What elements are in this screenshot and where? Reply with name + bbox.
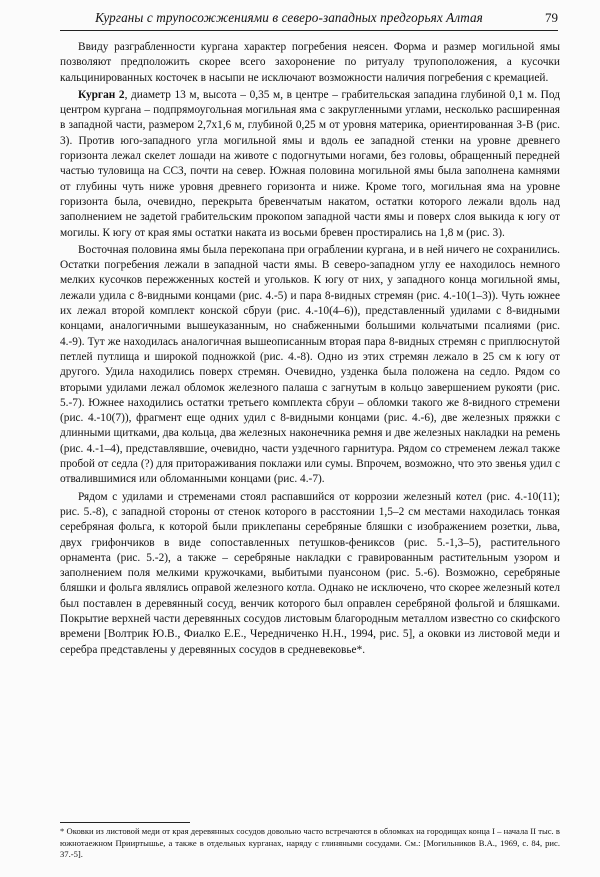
running-title: Курганы с трупосожжениями в северо-западных предгорьях Алтая	[95, 10, 483, 25]
page-number: 79	[545, 10, 558, 25]
kurgan-2-label: Курган 2	[78, 88, 125, 101]
footnote: * Оковки из листовой меди от края деревянных сосудов довольно часто встречаются в обломках на городищах конца I – начала II тыс. в южнотаежном Прииртышье, а также в отдельных курганах, наряду с глиняными сосудами. См.: [Могильников В.А., 1969, с. 84, рис. 37.-5].	[60, 826, 560, 860]
paragraph-2-text: , диаметр 13 м, высота – 0,35 м, в центре – грабительская западина глубиной 0,1 м. Под центром кургана – подпрямоугольная могильная яма с закругленными углами, несколько расширенная в западной части, размером 2,7х1,6 м, глубиной 0,25 м от уровня материка, ориентированная З-В (рис. 3). Против юго-западного угла могильной ямы и вдоль ее западной стенки на уровне древнего горизонта лежал скелет лошади на животе с подогнутыми ногами, без головы, обращенный передней частью туловища на ССЗ, почти на север. Южная половина могильной ямы была заполнена камнями от глубины чуть ниже уровня древнего горизонта и ниже. Кроме того, могильная яма на уровне горизонта была, очевидно, перекрыта бревенчатым накатом, остатки которого лежали вдоль над заполнением не задетой грабительским прокопом западной части ямы и поверх слоя выкида к югу от могилы. К югу от края ямы остатки наката из восьми бревен простирались на 1,8 м (рис. 3).	[60, 88, 560, 239]
paragraph-4: Рядом с удилами и стременами стоял распавшийся от коррозии железный котел (рис. 4.-10(11); рис. 5.-8), с западной стороны от стенок которого в расстоянии 1,5–2 см местами находилась тонкая серебряная фольга, к которой были приклепаны серебряные бляшки с изображением розетки, льва, двух грифончиков в виде сопоставленных петушков-фениксов (рис. 5.-1,3–5), растительного орнамента (рис. 5.-2), а также – серебряные накладки с гравированным растительным узором и заполнением поля мелкими кружочками, выбитыми пуансоном (рис. 5.-6). Возможно, серебряные бляшки и фольга являлись оправой железного котла. Однако не исключено, что скорее железный котел был поставлен в деревянный сосуд, венчик которого был оправлен серебряной фольгой и бляшками. Покрытие верхней части деревянных сосудов листовым благородным металлом известно со скифского времени [Волтрик Ю.В., Фиалко Е.Е., Чередниченко Н.Н., 1994, рис. 5], а оковки из листовой меди и серебра представлены у деревянных сосудов в средневековье*.	[60, 490, 560, 656]
paragraph-3: Восточная половина ямы была перекопана при ограблении кургана, и в ней ничего не сохранились. Остатки погребения лежали в западной части ямы. В северо-западном углу ее находилось немного мелких кусочков пережженных костей и угольков. К югу от них, у западного конца могильной ямы, лежали удила с 8-видными концами (рис. 4.-5) и пара 8-видных стремян (рис. 4.-10(1–3)). Чуть южнее их лежал второй комплект конской сбруи (рис. 4.-10(4–6)), представленный удилами с 8-видными концами, аналогичными вышеуказанным, но снабженными большими кольчатыми псалиями (рис. 4.-9). Тут же находилась аналогичная вышеописанным вторая пара 8-видных стремян с приплюснутой петлей путлища и широкой подножкой (рис. 4.-8). Одно из этих стремян лежало в 25 см к югу от другого. Удила находились поверх стремян. Очевидно, узденка была положена на седло. Рядом со вторыми удилами лежал обломок железного палаша с загнутым в кольцо завершением рукояти (рис. 5.-7). Южнее находились остатки третьего комплекта сбруи – обломки такого же 8-видного стремени (рис. 4.-10(7)), фрагмент еще одних удил с 8-видными концами (рис. 4.-6), две железных пряжки с длинными щитками, два кольца, два железных наконечника ремня и две железных накладки на ремень (рис. 4.-1–4), представлявшие, очевидно, части уздечного гарнитура. Рядом со стременем лежал также пробой от седла (?) для притораживания поклажи или сумы. Впрочем, возможно, что это звенья удил с отвалившимися или обломанными концами (рис. 4.-7).	[60, 243, 560, 486]
paragraph-1: Ввиду разграбленности кургана характер погребения неясен. Форма и размер могильной ямы позволяют предположить скорее всего захоронение по ритуалу трупоположения, а кусочки кальцинированных косточек в насыпи не исключают возможности наличия погребения с кремацией.	[60, 41, 560, 84]
paragraph-2	[60, 88, 560, 241]
body-text	[60, 40, 560, 658]
running-header	[60, 8, 558, 31]
footnote-divider	[60, 822, 190, 823]
